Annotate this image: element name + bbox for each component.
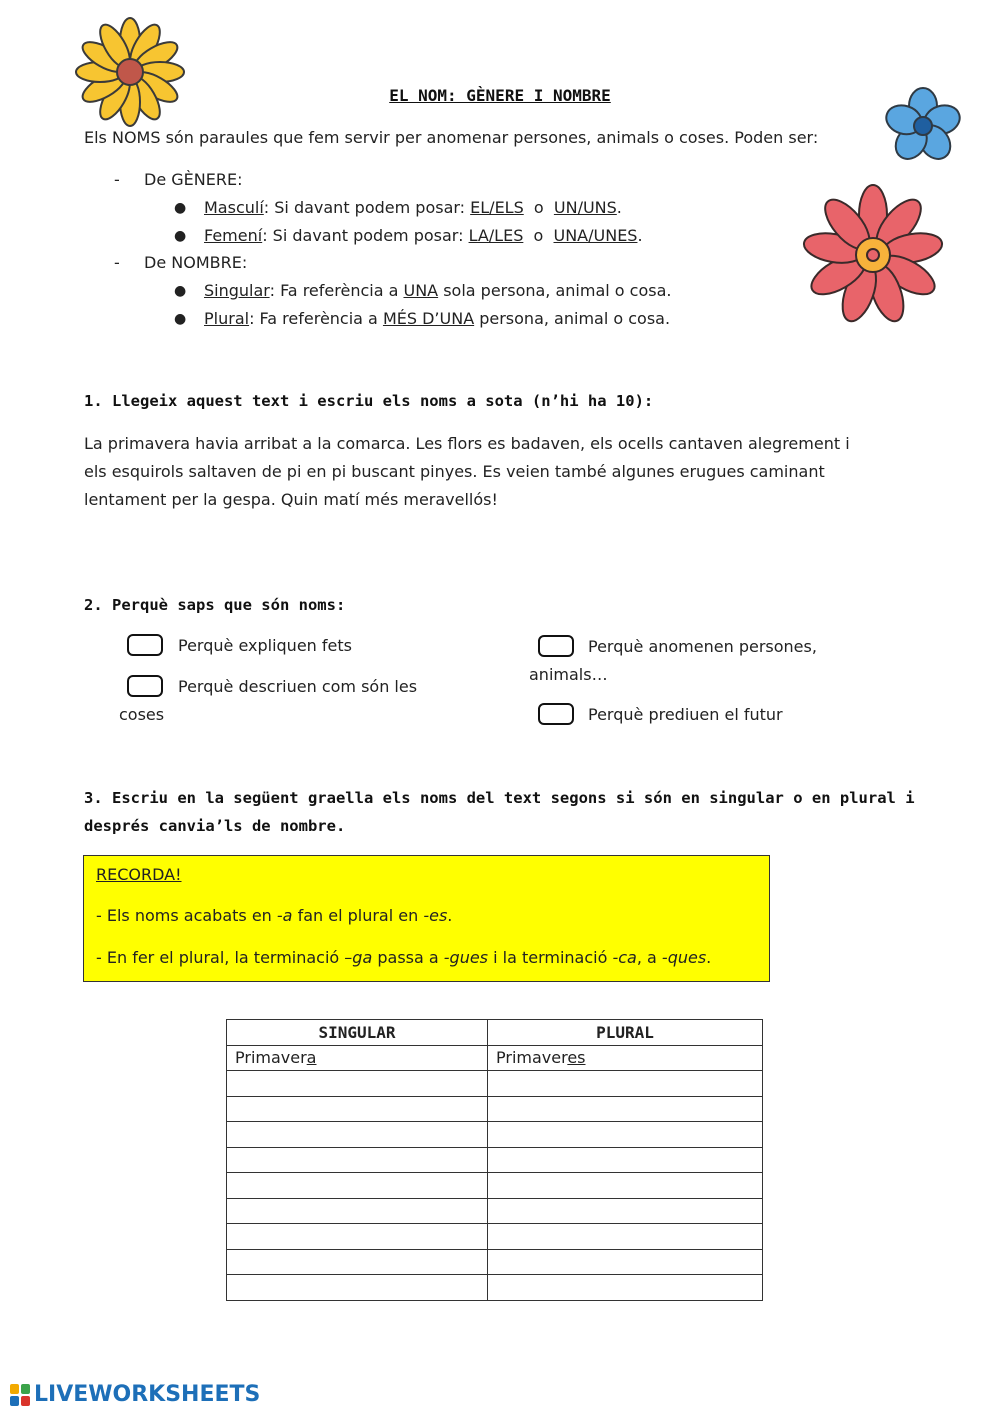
rule-text: , a bbox=[636, 948, 662, 967]
masculi-end: . bbox=[616, 198, 622, 217]
plural-input-cell[interactable] bbox=[488, 1096, 763, 1122]
rule-text: - Els noms acabats en bbox=[96, 906, 277, 925]
singular-input-cell[interactable] bbox=[227, 1249, 488, 1275]
singular-input-cell[interactable] bbox=[227, 1198, 488, 1224]
singular-input-cell[interactable] bbox=[227, 1122, 488, 1148]
rule-ending: –ga bbox=[344, 948, 373, 967]
rule-text: . bbox=[447, 906, 453, 925]
singular-line bbox=[204, 281, 671, 300]
plural-key: MÉS D’UNA bbox=[382, 309, 475, 328]
liveworksheets-logo[interactable]: LIVEWORKSHEETS bbox=[34, 1382, 261, 1407]
table-row bbox=[227, 1071, 763, 1097]
singular-input-cell[interactable] bbox=[227, 1275, 488, 1301]
liveworksheets-logo-icon bbox=[10, 1384, 30, 1406]
plural-input-cell[interactable] bbox=[488, 1071, 763, 1097]
femeni-term: Femení bbox=[204, 226, 263, 245]
option-2-label: Perquè descriuen com són les bbox=[178, 677, 418, 696]
example-singular-cell bbox=[227, 1045, 488, 1071]
example-ending: es bbox=[567, 1048, 586, 1068]
masculi-term: Masculí bbox=[204, 198, 264, 217]
singular-input-cell[interactable] bbox=[227, 1173, 488, 1199]
reading-line: els esquirols saltaven de pi en pi buscant pinyes. Es veien també algunes erugues caminant bbox=[84, 462, 825, 481]
femeni-sep: o bbox=[533, 226, 544, 245]
checkbox-option-4[interactable] bbox=[538, 703, 574, 725]
plural-input-cell[interactable] bbox=[488, 1249, 763, 1275]
table-row bbox=[227, 1173, 763, 1199]
recorda-title: RECORDA! bbox=[96, 865, 182, 884]
plural-input-cell[interactable] bbox=[488, 1275, 763, 1301]
femeni-text: : Si davant podem posar: bbox=[262, 226, 469, 245]
plural-text-2: persona, animal o cosa. bbox=[474, 309, 671, 328]
option-3-label: Perquè anomenen persones, bbox=[588, 637, 817, 656]
recorda-rule-1 bbox=[96, 906, 452, 925]
checkbox-option-2[interactable] bbox=[127, 675, 163, 697]
reading-line: lentament per la gespa. Quin matí més meravellós! bbox=[84, 490, 498, 509]
masculi-sep: o bbox=[533, 198, 544, 217]
bullet-dot: ● bbox=[174, 311, 187, 327]
masculi-article-2: UN/UNS bbox=[553, 198, 617, 217]
singular-input-cell[interactable] bbox=[227, 1096, 488, 1122]
singular-input-cell[interactable] bbox=[227, 1071, 488, 1097]
question-1-heading: 1. Llegeix aquest text i escriu els noms a sota (n’hi ha 10): bbox=[84, 392, 654, 410]
column-header-singular: SINGULAR bbox=[227, 1020, 488, 1046]
example-ending: a bbox=[306, 1048, 317, 1068]
checkbox-option-3[interactable] bbox=[538, 635, 574, 657]
dash-bullet: - bbox=[114, 253, 120, 272]
rule-text: i la terminació bbox=[488, 948, 613, 967]
table-row bbox=[227, 1224, 763, 1250]
page-title: EL NOM: GÈNERE I NOMBRE bbox=[389, 86, 611, 105]
singular-input-cell[interactable] bbox=[227, 1147, 488, 1173]
reading-text bbox=[84, 430, 904, 514]
option-3-label-cont: animals… bbox=[529, 665, 608, 684]
dash-bullet: - bbox=[114, 170, 120, 189]
recorda-box bbox=[83, 855, 770, 982]
checkbox-option-1[interactable] bbox=[127, 634, 163, 656]
rule-ending: -ca bbox=[612, 948, 637, 967]
red-flower-icon bbox=[802, 184, 944, 326]
bullet-dot: ● bbox=[174, 200, 187, 216]
bullet-dot: ● bbox=[174, 228, 187, 244]
singular-input-cell[interactable] bbox=[227, 1224, 488, 1250]
singular-term: Singular bbox=[204, 281, 270, 300]
masculi-article-1: EL/ELS bbox=[470, 198, 524, 217]
table-row bbox=[227, 1045, 763, 1071]
bullet-dot: ● bbox=[174, 283, 187, 299]
question-3-heading: 3. Escriu en la següent graella els noms del text segons si són en singular o en plural i bbox=[84, 789, 915, 807]
table-row bbox=[227, 1096, 763, 1122]
rule-ending: -es bbox=[423, 906, 448, 925]
singular-plural-table bbox=[226, 1019, 763, 1301]
singular-text-2: sola persona, animal o cosa. bbox=[438, 281, 672, 300]
table-row bbox=[227, 1147, 763, 1173]
option-1-label: Perquè expliquen fets bbox=[178, 636, 352, 655]
table-row bbox=[227, 1249, 763, 1275]
plural-input-cell[interactable] bbox=[488, 1122, 763, 1148]
reading-line: La primavera havia arribat a la comarca. Les flors es badaven, els ocells cantaven alegrement i bbox=[84, 434, 850, 453]
masculi-text: : Si davant podem posar: bbox=[263, 198, 471, 217]
plural-text-1: : Fa referència a bbox=[249, 309, 383, 328]
femeni-end: . bbox=[637, 226, 643, 245]
nombre-label: De NOMBRE: bbox=[144, 253, 248, 272]
intro-text: Els NOMS són paraules que fem servir per anomenar persones, animals o coses. Poden ser: bbox=[84, 128, 819, 147]
recorda-rule-2 bbox=[96, 948, 711, 967]
singular-text-1: : Fa referència a bbox=[269, 281, 404, 300]
plural-input-cell[interactable] bbox=[488, 1198, 763, 1224]
femeni-article-2: UNA/UNES bbox=[553, 226, 638, 245]
rule-ending: -a bbox=[276, 906, 293, 925]
question-2-heading: 2. Perquè saps que són noms: bbox=[84, 596, 346, 614]
genere-label: De GÈNERE: bbox=[144, 170, 243, 189]
singular-key: UNA bbox=[403, 281, 439, 300]
plural-term: Plural bbox=[204, 309, 250, 328]
masculi-line bbox=[204, 198, 622, 217]
femeni-article-1: LA/LES bbox=[468, 226, 524, 245]
rule-text: - En fer el plural, la terminació bbox=[96, 948, 345, 967]
table-row bbox=[227, 1122, 763, 1148]
example-stem: Primaver bbox=[496, 1048, 568, 1068]
plural-input-cell[interactable] bbox=[488, 1147, 763, 1173]
plural-input-cell[interactable] bbox=[488, 1173, 763, 1199]
example-stem: Primaver bbox=[235, 1048, 307, 1068]
option-2-label-cont: coses bbox=[119, 705, 165, 724]
rule-ending: -gues bbox=[443, 948, 489, 967]
option-4-label: Perquè prediuen el futur bbox=[588, 705, 783, 724]
plural-line bbox=[204, 309, 670, 328]
rule-ending: -ques bbox=[661, 948, 707, 967]
rule-text: . bbox=[706, 948, 712, 967]
example-plural-cell bbox=[488, 1045, 763, 1071]
column-header-plural: PLURAL bbox=[488, 1020, 763, 1046]
rule-text: passa a bbox=[372, 948, 444, 967]
femeni-line bbox=[204, 226, 643, 245]
table-row bbox=[227, 1275, 763, 1301]
table-header-row bbox=[227, 1020, 763, 1046]
question-3-heading-cont: després canvia’ls de nombre. bbox=[84, 817, 346, 835]
yellow-flower-icon bbox=[74, 16, 186, 128]
plural-input-cell[interactable] bbox=[488, 1224, 763, 1250]
rule-text: fan el plural en bbox=[292, 906, 424, 925]
table-row bbox=[227, 1198, 763, 1224]
